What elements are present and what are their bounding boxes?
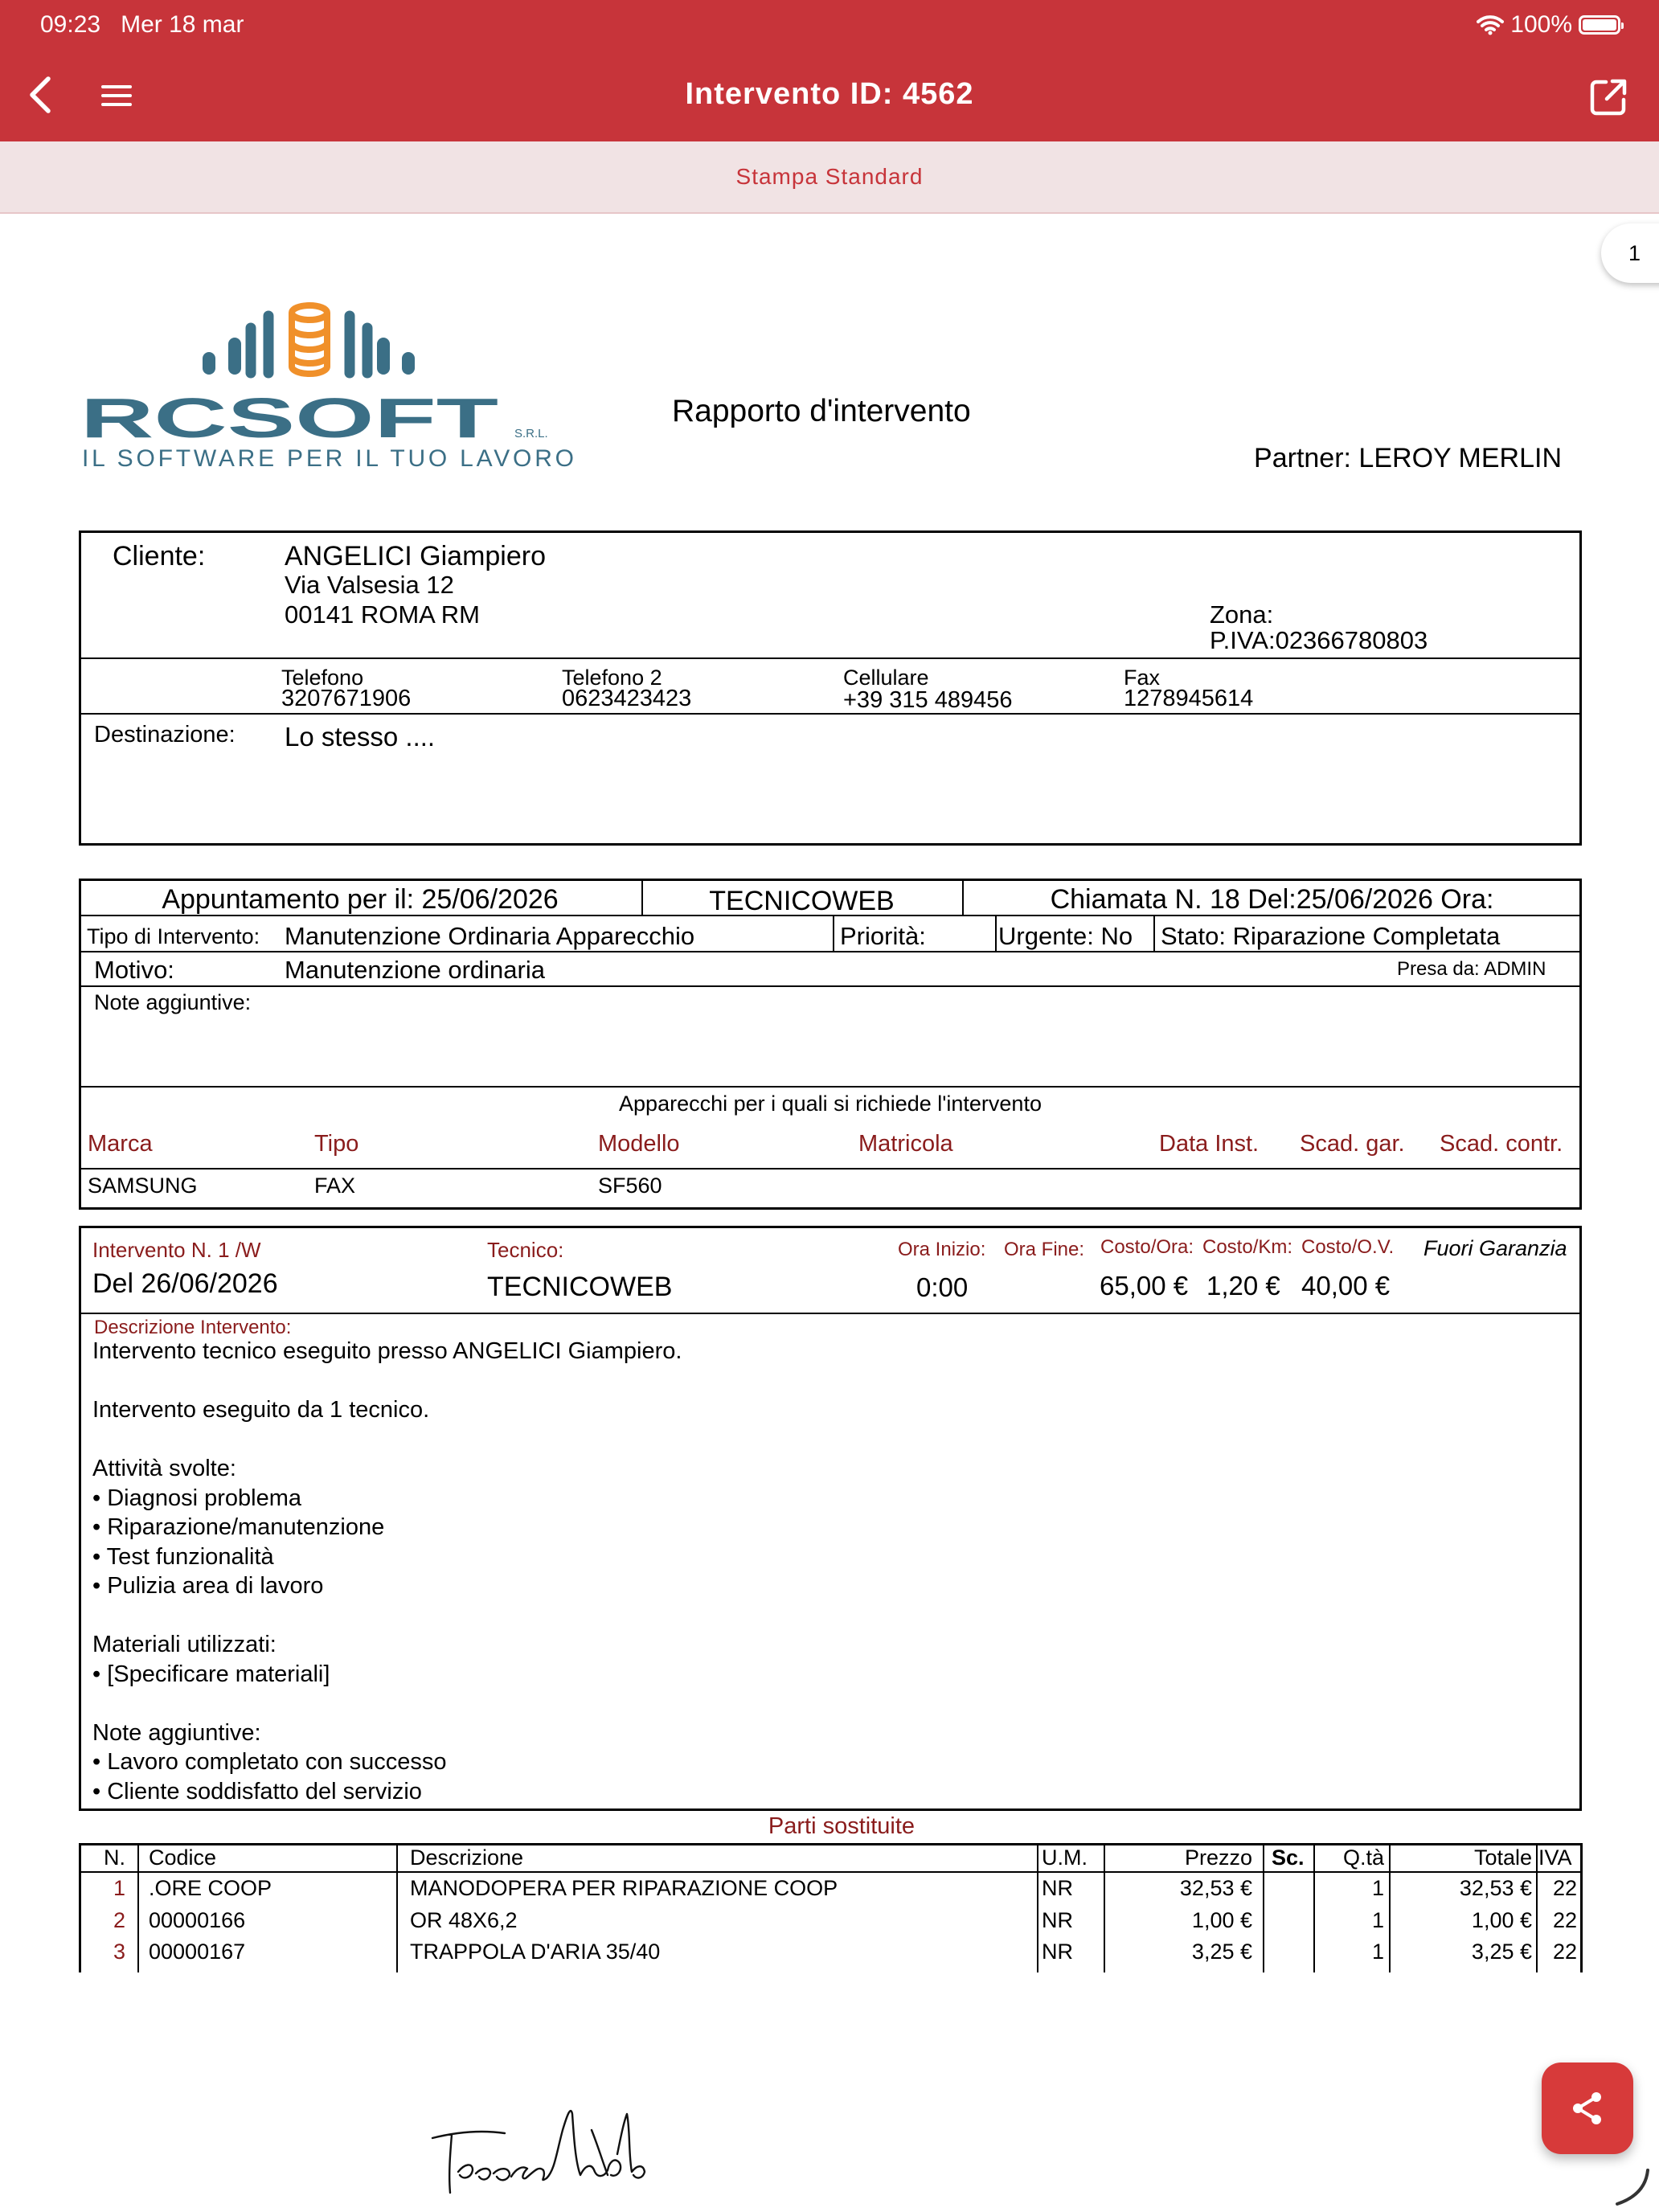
logo-wordmark: RCSOFT	[80, 387, 498, 449]
cell-description: MANODOPERA PER RIPARAZIONE COOP	[410, 1876, 838, 1900]
col-description: Descrizione	[410, 1845, 524, 1870]
mobile-value: +39 315 489456	[843, 687, 1013, 713]
notes-label: Note aggiuntive:	[94, 990, 252, 1014]
phone2-label: Telefono 2	[562, 666, 662, 690]
share-icon	[1568, 2089, 1607, 2128]
wifi-icon	[1477, 14, 1504, 35]
resize-handle-icon[interactable]	[1608, 2162, 1656, 2210]
partner-name: Partner: LEROY MERLIN	[1254, 443, 1562, 473]
status-indicators	[1477, 11, 1620, 39]
reason-label: Motivo:	[94, 956, 174, 984]
cell-total: 3,25 €	[1471, 1940, 1532, 1964]
cell-code: 00000167	[149, 1940, 246, 1964]
appointment-date: Appuntamento per il: 25/06/2026	[162, 884, 559, 915]
company-logo	[80, 296, 587, 474]
cell-total: 1,00 €	[1471, 1907, 1532, 1932]
client-vat: P.IVA:02366780803	[1210, 626, 1428, 654]
client-zone: Zona:	[1210, 600, 1274, 629]
col-warranty-exp: Scad. gar.	[1300, 1131, 1405, 1157]
cell-unit: NR	[1042, 1907, 1073, 1932]
col-total: Totale	[1473, 1845, 1532, 1870]
end-time-label: Ora Fine:	[1004, 1239, 1085, 1260]
col-price: Prezzo	[1184, 1845, 1252, 1870]
battery-icon	[1579, 15, 1620, 35]
mobile-label: Cellulare	[843, 666, 929, 690]
cell-code: 00000166	[149, 1907, 246, 1932]
device-brand: SAMSUNG	[88, 1174, 198, 1198]
col-serial: Matricola	[858, 1131, 953, 1157]
call-info: Chiamata N. 18 Del:25/06/2026 Ora:	[1050, 884, 1494, 915]
page-title: Intervento ID: 4562	[685, 77, 974, 111]
phone-value: 3207671906	[281, 686, 412, 711]
page-number-badge: 1	[1601, 223, 1659, 283]
cost-hour: 65,00 €	[1100, 1271, 1189, 1301]
priority-label: Priorità:	[840, 922, 926, 950]
technician-signature	[426, 2098, 667, 2202]
cell-vat: 22	[1552, 1940, 1577, 1964]
cost-km-label: Costo/Km:	[1202, 1236, 1293, 1258]
description-text: Intervento tecnico eseguito presso ANGELICI Giampiero. Intervento eseguito da 1 tecnico. Attività svolte: • Diagnosi problema • Riparazione/manutenzione • Test funzionalità • Pulizia area di lavoro Materiali utilizzati: • [Specificare materiali] Note aggiuntive: • Lavoro completato con successo • Cliente soddisfatto del servizio	[92, 1338, 682, 1804]
cell-description: TRAPPOLA D'ARIA 35/40	[410, 1940, 661, 1964]
intervention-number: Intervento N. 1 /W	[92, 1238, 261, 1262]
intervention-type-label: Tipo di Intervento:	[87, 924, 260, 948]
app-header	[0, 0, 1659, 141]
col-install-date: Data Inst.	[1159, 1131, 1260, 1157]
client-city: 00141 ROMA RM	[285, 600, 480, 629]
col-brand: Marca	[88, 1131, 153, 1157]
cell-qty: 1	[1371, 1940, 1384, 1964]
cell-description: OR 48X6,2	[410, 1907, 518, 1932]
document-title: Rapporto d'intervento	[672, 394, 971, 428]
start-time: 0:00	[916, 1272, 969, 1302]
open-external-icon[interactable]	[1587, 76, 1630, 119]
col-model: Modello	[598, 1131, 680, 1157]
client-label: Cliente:	[113, 541, 206, 571]
client-name: ANGELICI Giampiero	[285, 541, 546, 571]
cell-qty: 1	[1371, 1876, 1384, 1900]
cell-vat: 22	[1552, 1907, 1577, 1932]
phone-label: Telefono	[281, 666, 364, 690]
status-date: Mer 18 mar	[121, 11, 244, 38]
fax-label: Fax	[1124, 666, 1161, 690]
device-model: SF560	[598, 1174, 662, 1198]
col-discount: Sc.	[1272, 1845, 1305, 1870]
share-button[interactable]	[1542, 2062, 1633, 2154]
appointment-technician: TECNICOWEB	[709, 886, 895, 916]
logo-suffix: S.R.L.	[514, 427, 548, 440]
cell-price: 32,53 €	[1179, 1876, 1252, 1900]
cell-unit: NR	[1042, 1876, 1073, 1900]
battery-percent: 100%	[1510, 11, 1572, 38]
cell-price: 1,00 €	[1191, 1907, 1252, 1932]
reason-value: Manutenzione ordinaria	[285, 956, 545, 984]
cell-code: .ORE COOP	[149, 1876, 272, 1900]
warranty-status: Fuori Garanzia	[1423, 1236, 1567, 1260]
cell-qty: 1	[1371, 1907, 1384, 1932]
logo-tagline: IL SOFTWARE PER IL TUO LAVORO	[82, 445, 574, 472]
status-time	[40, 11, 244, 39]
cost-hour-label: Costo/Ora:	[1100, 1236, 1194, 1258]
col-type: Tipo	[314, 1131, 359, 1157]
cell-vat: 22	[1552, 1876, 1577, 1900]
technician-name: TECNICOWEB	[487, 1272, 673, 1302]
devices-title: Apparecchi per i quali si richiede l'intervento	[619, 1092, 1042, 1116]
col-qty: Q.tà	[1342, 1845, 1384, 1870]
cost-km: 1,20 €	[1206, 1271, 1280, 1301]
destination-value: Lo stesso ....	[285, 722, 436, 752]
technician-label: Tecnico:	[487, 1238, 564, 1262]
phone2-value: 0623423423	[562, 686, 692, 711]
destination-label: Destinazione:	[94, 722, 236, 748]
col-code: Codice	[149, 1845, 217, 1870]
intervention-type: Manutenzione Ordinaria Apparecchio	[285, 922, 695, 950]
col-unit: U.M.	[1042, 1845, 1088, 1870]
col-number: N.	[104, 1845, 125, 1870]
device-type: FAX	[314, 1174, 356, 1198]
col-vat: IVA	[1538, 1845, 1572, 1870]
cell-number: 1	[113, 1876, 125, 1900]
intervention-date: Del 26/06/2026	[92, 1268, 278, 1299]
start-time-label: Ora Inizio:	[898, 1239, 986, 1260]
repair-status: Stato: Riparazione Completata	[1161, 922, 1501, 950]
client-address: Via Valsesia 12	[285, 571, 454, 599]
cell-number: 3	[113, 1940, 125, 1964]
fax-value: 1278945614	[1124, 686, 1254, 711]
cell-price: 3,25 €	[1191, 1940, 1252, 1964]
cell-unit: NR	[1042, 1940, 1073, 1964]
clock: 09:23	[40, 11, 101, 38]
cell-number: 2	[113, 1907, 125, 1932]
cost-ov: 40,00 €	[1301, 1271, 1391, 1301]
urgent-status: Urgente: No	[998, 922, 1133, 950]
taken-by: Presa da: ADMIN	[1397, 958, 1546, 980]
print-mode-tab[interactable]: Stampa Standard	[0, 141, 1659, 214]
cell-total: 32,53 €	[1459, 1876, 1532, 1900]
description-label: Descrizione Intervento:	[94, 1317, 292, 1338]
cost-ov-label: Costo/O.V.	[1301, 1236, 1395, 1258]
col-contract-exp: Scad. contr.	[1440, 1131, 1563, 1157]
parts-title: Parti sostituite	[768, 1813, 916, 1839]
